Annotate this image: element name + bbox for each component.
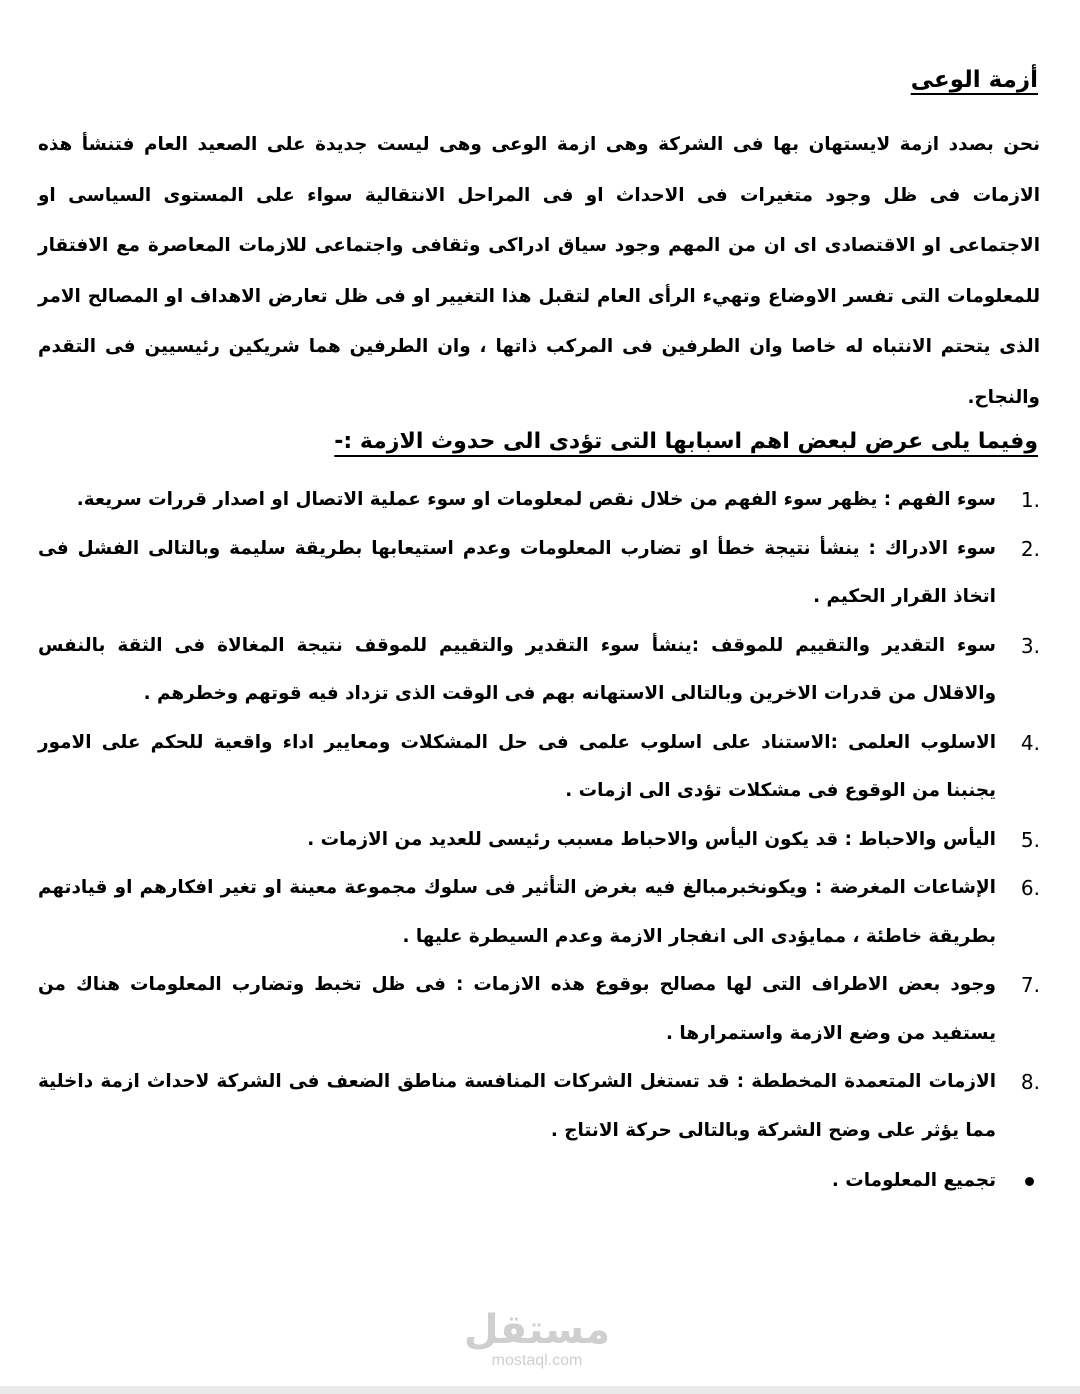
cause-text: سوء الفهم : يظهر سوء الفهم من خلال نقص لمعلومات او سوء عملية الاتصال او اصدار قررات سريعة. bbox=[76, 489, 996, 510]
cause-item-2 bbox=[38, 525, 1040, 622]
cause-item-8 bbox=[38, 1058, 1040, 1155]
cause-item-6 bbox=[38, 864, 1040, 961]
cause-text: سوء التقدير والتقييم للموقف :ينشأ سوء التقدير والتقييم للموقف نتيجة المغالاة فى الثقة بالنفس والاقلال من قدرات الاخرين وبالتالى الاستهانه بهم فى الوقت الذى تزداد فيه قوتهم وخطرهم . bbox=[38, 634, 996, 704]
cause-number: 3. bbox=[1020, 633, 1040, 658]
cause-item-4 bbox=[38, 719, 1040, 816]
cause-text: سوء الادراك : ينشأ نتيجة خطأ او تضارب المعلومات وعدم استيعابها بطريقة سليمة وبالتالى الفشل فى اتخاذ القرار الحكيم . bbox=[38, 537, 996, 607]
intro-paragraph: نحن بصدد ازمة لايستهان بها فى الشركة وهى ازمة الوعى وهى ليست جديدة على الصعيد العام فتنشأ هذه الازمات فى ظل وجود متغيرات فى الاحداث او فى المراحل الانتقالية سواء على المستوى السياسى او الاجتماعى او الاقتصادى اى ان من المهم وجود سياق ادراكى وثقافى واجتماعى للازمات المعاصرة مع الافتقار للمعلومات التى تفسر الاوضاع وتهيء الرأى العام لتقبل هذا التغيير او فى ظل تعارض الاهداف او المصالح الامر الذى يتحتم الانتباه له خاصا وان الطرفين فى المركب ذاتها ، وان الطرفين هما شريكين رئيسيين فى التقدم والنجاح. bbox=[38, 134, 1040, 408]
cause-number: 7. bbox=[1020, 973, 1040, 997]
cause-number: 4. bbox=[1020, 730, 1040, 755]
cause-number: 5. bbox=[1020, 827, 1040, 852]
cause-number: 1. bbox=[1020, 488, 1040, 512]
cause-number: 6. bbox=[1020, 876, 1040, 900]
cause-text: الإشاعات المغرضة : ويكونخبرمبالغ فيه بغرض التأثير فى سلوك مجموعة معينة او تغير افكارهم او قيادتهم بطريقة خاطئة ، ممايؤدى الى انفجار الازمة وعدم السيطرة عليها . bbox=[38, 877, 996, 947]
cause-item-3 bbox=[38, 622, 1040, 719]
cause-number: 2. bbox=[1020, 536, 1040, 561]
cause-text: الاسلوب العلمى :الاستناد على اسلوب علمى فى حل المشكلات ومعايير اداء واقعية للحكم على الامور يجنبنا من الوقوع فى مشكلات تؤدى الى ازمات . bbox=[38, 731, 996, 801]
cause-item-5 bbox=[38, 816, 1040, 865]
bullet-dot-icon bbox=[1025, 1177, 1034, 1186]
watermark-logo: مستقل bbox=[463, 1307, 611, 1353]
cause-text: وجود بعض الاطراف التى لها مصالح بوقوع هذه الازمات : فى ظل تخبط وتضارب المعلومات هناك من يستفيد من وضع الازمة واستمرارها . bbox=[38, 974, 996, 1044]
document-title: أزمة الوعى bbox=[910, 67, 1038, 93]
cause-text: اليأس والاحباط : قد يكون اليأس والاحباط مسبب رئيسى للعديد من الازمات . bbox=[307, 828, 996, 850]
watermark-domain: mostaql.com bbox=[491, 1352, 583, 1369]
page-bottom-band bbox=[0, 1386, 1080, 1394]
cause-text: الازمات المتعمدة المخططة : قد تستغل الشركات المنافسة مناطق الضعف فى الشركة لاحداث ازمة داخلية مما يؤثر على وضح الشركة وبالتالى حركة الانتاج . bbox=[38, 1071, 996, 1141]
bullet-text: تجميع المعلومات . bbox=[831, 1170, 996, 1191]
causes-list bbox=[38, 476, 1040, 1205]
cause-item-7 bbox=[38, 961, 1040, 1058]
bullet-item bbox=[38, 1157, 1040, 1205]
cause-number: 8. bbox=[1020, 1070, 1040, 1094]
causes-heading: وفيما يلى عرض لبعض اهم اسبابها التى تؤدى الى حدوث الازمة :- bbox=[334, 429, 1038, 454]
cause-item-1 bbox=[38, 476, 1040, 525]
mostaql-watermark bbox=[462, 1308, 612, 1370]
